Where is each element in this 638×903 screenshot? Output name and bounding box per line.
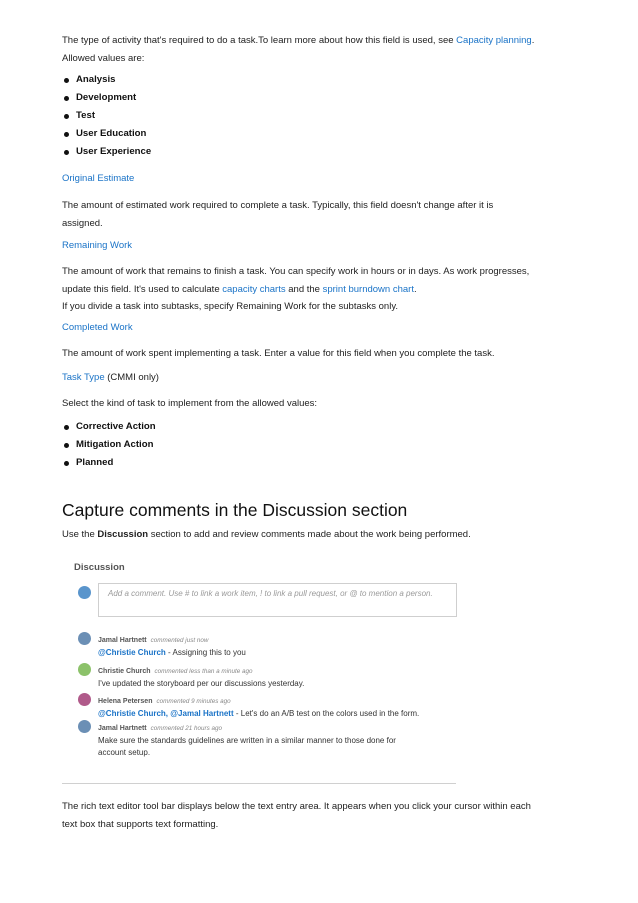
comment-time: commented just now bbox=[150, 637, 209, 644]
comment-author: Christie Church bbox=[98, 668, 151, 675]
intro-text: section to add and review comments made about the work being performed. bbox=[148, 529, 471, 540]
list-item: Corrective Action bbox=[62, 418, 156, 436]
sprint-burndown-link[interactable]: sprint burndown chart bbox=[322, 283, 414, 295]
remaining-work-description bbox=[62, 263, 529, 316]
task-type-values-list bbox=[62, 418, 156, 472]
completed-work-link[interactable]: Completed Work bbox=[62, 322, 133, 333]
activity-tail: . bbox=[531, 35, 535, 46]
desc-line: The amount of work that remains to finish a task. You can specify work in hours or in days. As work progresses, bbox=[62, 266, 530, 277]
desc-line: . bbox=[413, 283, 417, 295]
comment-author: Jamal Hartnett bbox=[98, 637, 147, 644]
discussion-screenshot bbox=[72, 556, 462, 757]
list-item: Mitigation Action bbox=[62, 436, 156, 454]
avatar bbox=[78, 693, 91, 706]
capacity-planning-link[interactable]: Capacity planning bbox=[456, 35, 532, 46]
desc-line: The amount of estimated work required to complete a task. Typically, this field doesn't change after it is bbox=[62, 200, 494, 211]
activity-description bbox=[62, 32, 534, 67]
capacity-charts-link[interactable]: capacity charts bbox=[222, 283, 286, 295]
activity-values-list bbox=[62, 71, 151, 161]
desc-line: assigned. bbox=[62, 217, 103, 229]
desc-line: and the bbox=[285, 283, 323, 295]
discussion-title: Discussion bbox=[74, 562, 125, 573]
comment-mention[interactable]: @Christie Church bbox=[98, 648, 166, 657]
avatar bbox=[78, 663, 91, 676]
comment-text: - Let's do an A/B test on the colors used in the form. bbox=[233, 709, 420, 718]
comment bbox=[98, 629, 458, 659]
desc-line: update this field. It's used to calculate bbox=[62, 283, 223, 295]
avatar bbox=[78, 720, 91, 733]
comment-author: Helena Petersen bbox=[98, 698, 153, 705]
allowed-values-label: Allowed values are: bbox=[62, 52, 145, 64]
original-estimate-link[interactable]: Original Estimate bbox=[62, 173, 135, 184]
comment-time: commented 9 minutes ago bbox=[156, 698, 231, 705]
comment bbox=[98, 660, 458, 690]
list-item: Test bbox=[62, 107, 151, 125]
comment bbox=[98, 717, 398, 758]
footer-text bbox=[62, 798, 531, 833]
footer-line: text box that supports text formatting. bbox=[62, 818, 219, 830]
comment-text: I've updated the storyboard per our discussions yesterday. bbox=[98, 679, 305, 688]
list-item: User Education bbox=[62, 125, 151, 143]
task-type-suffix: (CMMI only) bbox=[104, 372, 159, 383]
footer-line: The rich text editor tool bar displays below the text entry area. It appears when you click your cursor within each bbox=[62, 801, 531, 812]
comment bbox=[98, 690, 458, 720]
comment-author: Jamal Hartnett bbox=[98, 725, 147, 732]
completed-work-description: The amount of work spent implementing a task. Enter a value for this field when you complete the task. bbox=[62, 348, 495, 359]
remaining-work-link[interactable]: Remaining Work bbox=[62, 240, 133, 251]
original-estimate-description bbox=[62, 197, 493, 232]
list-item: Analysis bbox=[62, 71, 151, 89]
list-item: Development bbox=[62, 89, 151, 107]
section-heading: Capture comments in the Discussion section bbox=[62, 500, 408, 520]
comment-text: Make sure the standards guidelines are written in a similar manner to those done for account setup. bbox=[98, 736, 396, 757]
activity-text: The type of activity that's required to do a task.To learn more about how this field is used, see bbox=[62, 35, 457, 46]
list-item: User Experience bbox=[62, 143, 151, 161]
task-type-description: Select the kind of task to implement from the allowed values: bbox=[62, 398, 318, 409]
divider bbox=[62, 783, 456, 784]
avatar bbox=[78, 632, 91, 645]
intro-bold: Discussion bbox=[97, 529, 149, 540]
avatar bbox=[78, 586, 91, 599]
list-item: Planned bbox=[62, 454, 156, 472]
section-intro bbox=[62, 526, 471, 544]
comment-mention[interactable]: @Christie Church, @Jamal Hartnett bbox=[98, 709, 234, 718]
comment-input[interactable] bbox=[98, 583, 457, 617]
task-type-link[interactable]: Task Type bbox=[62, 372, 105, 383]
desc-line: If you divide a task into subtasks, specify Remaining Work for the subtasks only. bbox=[62, 301, 398, 312]
comment-text: - Assigning this to you bbox=[165, 648, 246, 657]
comment-placeholder: Add a comment. Use # to link a work item, ! to link a pull request, or @ to mention a person. bbox=[108, 589, 433, 598]
intro-text: Use the bbox=[62, 529, 98, 540]
comment-time: commented less than a minute ago bbox=[154, 668, 253, 675]
task-type-heading bbox=[62, 369, 159, 387]
comment-time: commented 21 hours ago bbox=[150, 725, 223, 732]
